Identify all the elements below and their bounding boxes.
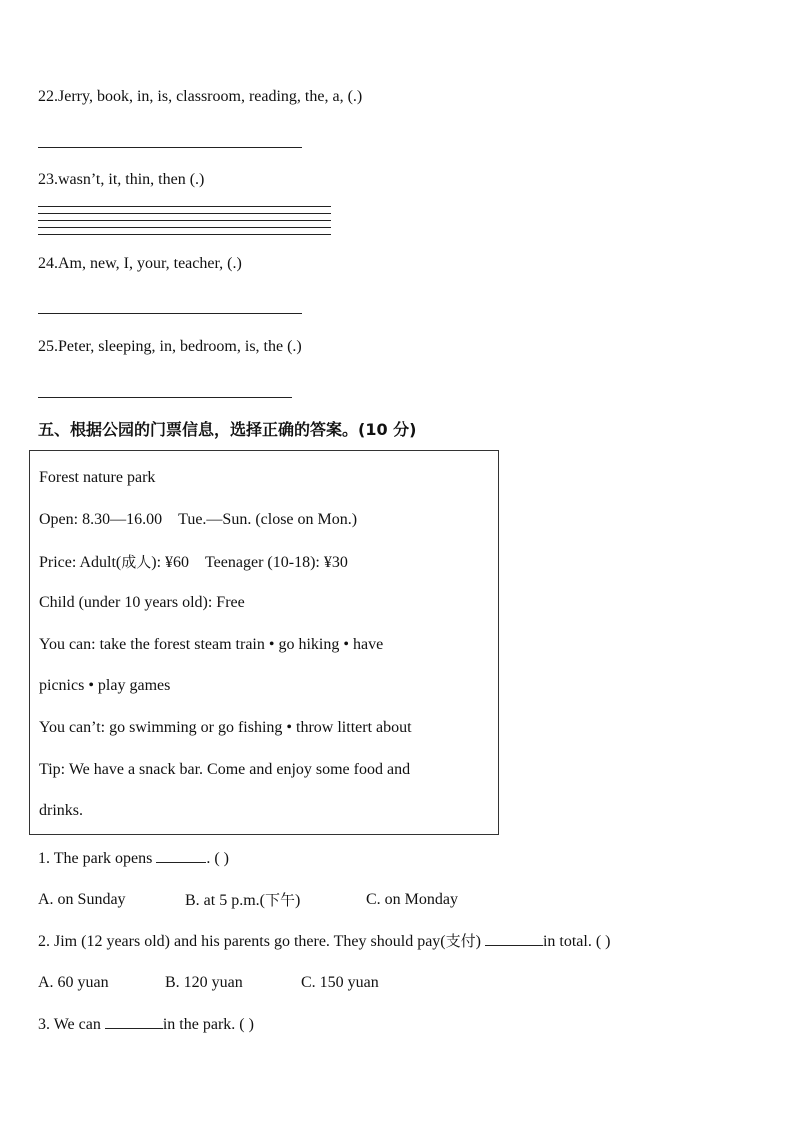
adult-price: ): ¥60	[151, 554, 190, 571]
question-number: 25.	[38, 338, 58, 355]
tip-line-2: drinks.	[39, 802, 83, 819]
option-1b[interactable]	[185, 890, 300, 911]
price-label: Price: Adult(	[39, 554, 122, 571]
question-words: Jerry, book, in, is, classroom, reading, the, a, (.)	[58, 88, 363, 105]
question-stem: 2. Jim (12 years old) and his parents go there. They should pay(	[38, 933, 446, 950]
open-days: Tue.—Sun. (close on Mon.)	[178, 511, 358, 528]
can-activities-1: You can: take the forest steam train • go hiking • have	[39, 636, 384, 653]
adult-cn: 成人	[121, 553, 152, 571]
answer-line-23d[interactable]	[38, 227, 331, 228]
question-words: Am, new, I, your, teacher, (.)	[58, 255, 242, 272]
answer-line-23c[interactable]	[38, 220, 331, 221]
question-cn: 支付	[445, 932, 476, 950]
question-stem: 3. We can	[38, 1016, 101, 1033]
option-2a[interactable]: A. 60 yuan	[38, 974, 109, 991]
mc-question-1	[38, 848, 229, 869]
question-number: 24.	[38, 255, 58, 272]
section-heading: 五、根据公园的门票信息，选择正确的答案。(10 分)	[38, 420, 417, 439]
question-stem-mid: )	[475, 933, 481, 950]
cannot-activities: You can’t: go swimming or go fishing • throw littert about	[39, 719, 412, 736]
child-price: Child (under 10 years old): Free	[39, 594, 245, 611]
answer-line-22[interactable]	[38, 147, 302, 148]
question-22	[38, 87, 362, 107]
answer-line-23e[interactable]	[38, 234, 331, 235]
question-words: wasn’t, it, thin, then (.)	[58, 171, 205, 188]
open-time: Open: 8.30—16.00	[39, 511, 163, 528]
question-stem-end: . ( )	[206, 850, 229, 867]
option-1a[interactable]: A. on Sunday	[38, 891, 126, 908]
question-stem-end: in the park. ( )	[162, 1016, 254, 1033]
price-line	[39, 552, 348, 573]
can-activities-2: picnics • play games	[39, 677, 171, 694]
option-1c[interactable]: C. on Monday	[366, 891, 458, 908]
option-text: B. at 5 p.m.(	[185, 892, 265, 909]
question-stem: 1. The park opens	[38, 850, 153, 867]
teen-price: Teenager (10-18): ¥30	[205, 554, 348, 571]
option-2b[interactable]: B. 120 yuan	[165, 974, 243, 991]
question-number: 22.	[38, 88, 58, 105]
mc-question-3	[38, 1014, 254, 1035]
question-words: Peter, sleeping, in, bedroom, is, the (.)	[58, 338, 302, 355]
question-number: 23.	[38, 171, 58, 188]
park-name: Forest nature park	[39, 469, 156, 486]
opening-hours	[39, 510, 357, 530]
option-cn: 下午	[265, 891, 296, 909]
option-2c[interactable]: C. 150 yuan	[301, 974, 379, 991]
question-25	[38, 337, 302, 357]
option-text-end: )	[295, 892, 301, 909]
answer-blank[interactable]	[105, 1014, 163, 1029]
question-24	[38, 254, 242, 274]
answer-line-24[interactable]	[38, 313, 302, 314]
ticket-info-box	[29, 450, 499, 835]
answer-line-23b[interactable]	[38, 213, 331, 214]
answer-line-25[interactable]	[38, 397, 292, 398]
question-23	[38, 170, 204, 190]
tip-line-1: Tip: We have a snack bar. Come and enjoy some food and	[39, 761, 411, 778]
question-stem-end: in total. ( )	[542, 933, 611, 950]
answer-line-23a[interactable]	[38, 206, 331, 207]
mc-question-2	[38, 931, 611, 952]
answer-blank[interactable]	[156, 848, 206, 863]
answer-blank[interactable]	[485, 931, 543, 946]
